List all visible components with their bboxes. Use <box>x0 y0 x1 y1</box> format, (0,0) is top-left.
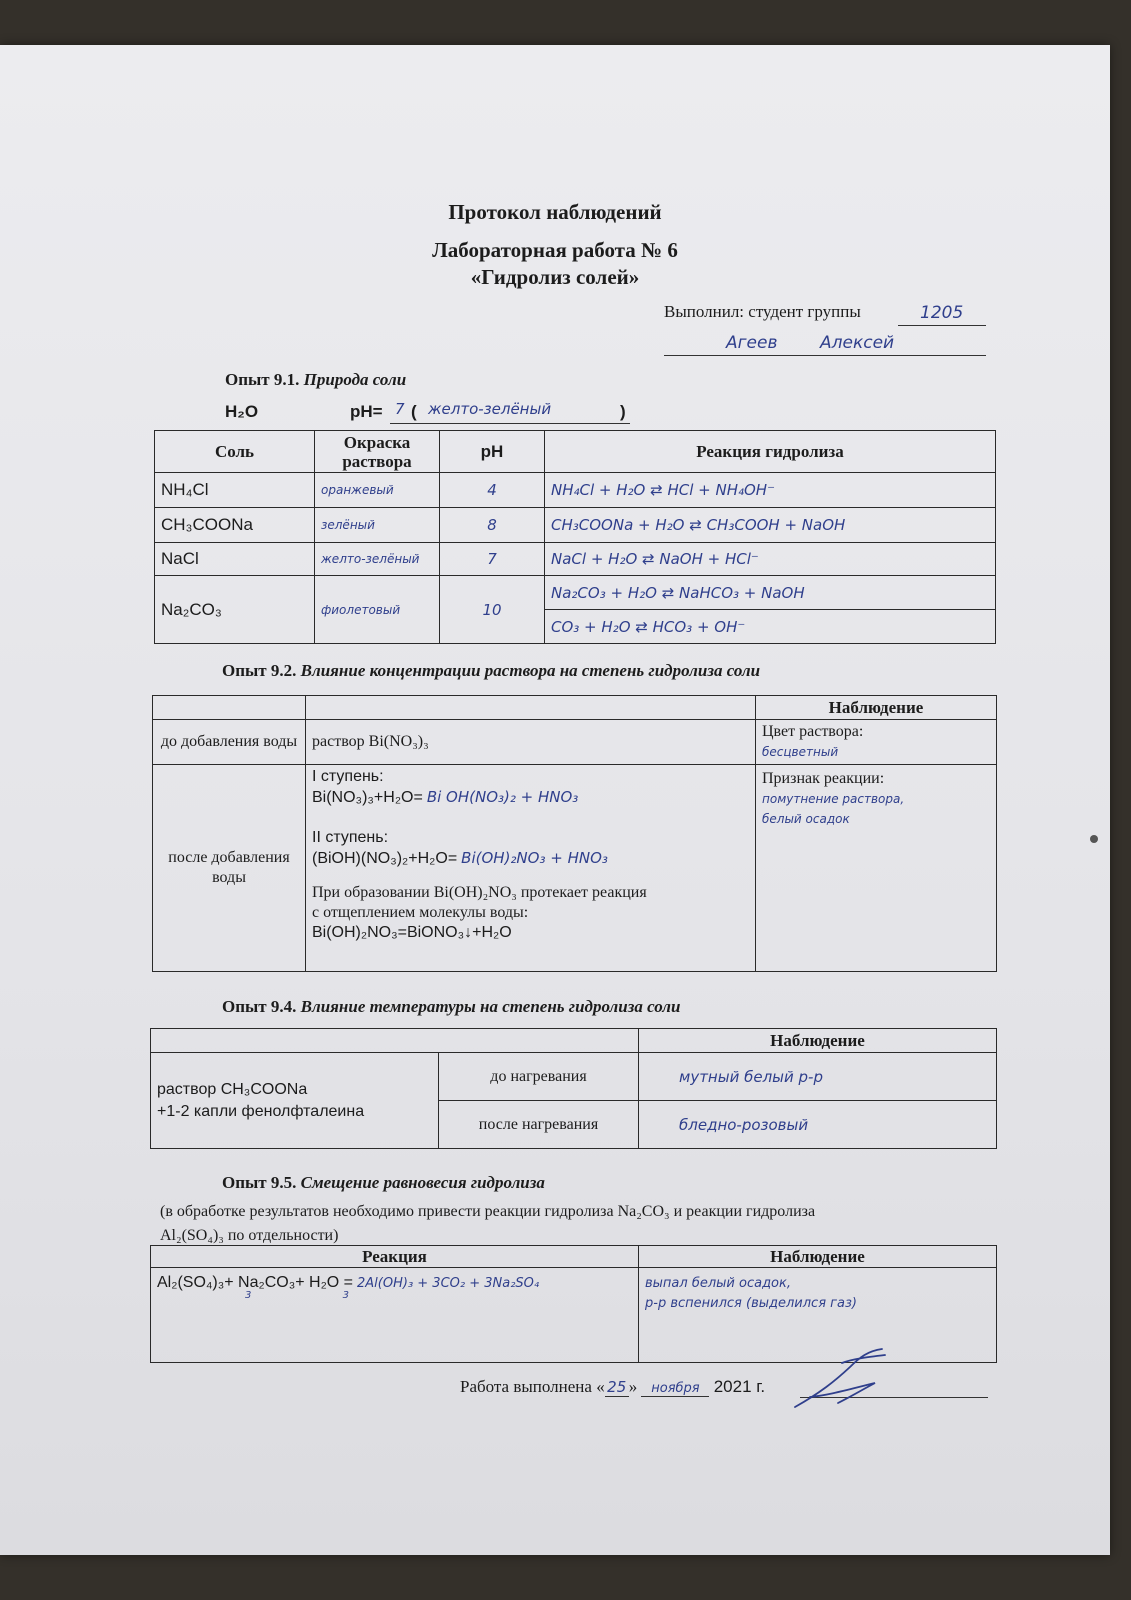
stage1-printed: Bi(NO₃)₃+H₂O= <box>312 789 423 806</box>
exp2-obs-header: Наблюдение <box>756 696 997 720</box>
student-surname: Агеев <box>726 333 778 353</box>
stage1-handwritten: Bi OH(NO₃)₂ + HNO₃ <box>426 788 579 806</box>
exp4-coef-2: 3 <box>342 1290 349 1301</box>
before-heating-label: до нагревания <box>439 1053 639 1101</box>
table-row <box>153 720 997 765</box>
color-cell: зелёный <box>315 508 440 543</box>
stage2-printed: (BiOH)(NO₃)₂+H₂O= <box>312 850 458 867</box>
performed-by-label: Выполнил: студент группы <box>664 302 861 321</box>
reaction-cell: CO₃ + H₂O ⇄ HCO₃ + OH⁻ <box>545 610 996 644</box>
hydrolysis-stages-cell <box>306 765 756 972</box>
color-cell: фиолетовый <box>315 576 440 644</box>
col-color: Окраска раствора <box>315 431 440 473</box>
table-row <box>155 508 996 543</box>
exp4-reaction-printed: Al₂(SO₄)₃+ Na₂CO₃+ H₂O = <box>157 1274 354 1291</box>
exp3-table <box>150 1028 997 1149</box>
exp3-title: Опыт 9.4. Влияние температуры на степень гидролиза соли <box>222 997 681 1016</box>
exp4-reaction-coefficients <box>245 1290 632 1301</box>
exp3-obs-header: Наблюдение <box>639 1029 997 1053</box>
before-heating-obs: мутный белый р-р <box>639 1053 997 1101</box>
sample-line-2: +1-2 капли фенолфталеина <box>157 1102 365 1120</box>
salt-cell: NaCl <box>155 543 315 576</box>
lab-title: Лабораторная работа № 6 <box>432 238 678 262</box>
group-number: 1205 <box>920 303 964 323</box>
exp1-header-row <box>155 431 996 473</box>
completion-year: 2021 г. <box>713 1377 766 1396</box>
table-row <box>155 473 996 508</box>
stage1-equation <box>312 787 749 808</box>
completion-day: 25 <box>605 1378 629 1397</box>
before-water-label: до добавления воды <box>153 720 306 765</box>
exp1-title: Опыт 9.1. Природа соли <box>225 370 407 389</box>
stage2-label: II ступень: <box>312 829 389 846</box>
ph-cell: 10 <box>440 576 545 644</box>
after-water-label: после добавления воды <box>153 765 306 972</box>
after-heating-obs: бледно-розовый <box>639 1101 997 1149</box>
table-row <box>151 1053 997 1101</box>
exp1-table <box>154 430 996 644</box>
exp4-title: Опыт 9.5. Смещение равновесия гидролиза <box>222 1173 545 1192</box>
reaction-cell: NaCl + H₂O ⇄ NaOH + HCl⁻ <box>545 543 996 576</box>
solution-color-label: Цвет раствора: <box>762 723 864 740</box>
water-ph-line <box>390 423 630 424</box>
exp4-obs-1: выпал белый осадок, <box>645 1276 791 1291</box>
water-color: желто-зелёный <box>428 400 552 418</box>
solution-color-cell <box>756 720 997 765</box>
completion-label: Работа выполнена « <box>460 1377 605 1396</box>
note-equation: Bi(OH)₂NO₃=BiONO₃↓+H₂O <box>312 924 512 941</box>
student-name: Алексей <box>820 333 895 353</box>
signature-icon <box>790 1345 900 1415</box>
reaction-sign-label: Признак реакции: <box>762 770 885 787</box>
exp4-coef-1: 3 <box>245 1290 252 1301</box>
water-ph-prefix: pH= <box>350 402 383 421</box>
ph-cell: 8 <box>440 508 545 543</box>
exp3-header-empty <box>151 1029 639 1053</box>
group-line <box>898 325 986 326</box>
note-line-2: с отщеплением молекулы воды: <box>312 904 529 921</box>
ph-cell: 4 <box>440 473 545 508</box>
exp2-title: Опыт 9.2. Влияние концентрации раствора на степень гидролиза соли <box>222 661 761 680</box>
salt-cell: NH₄Cl <box>155 473 315 508</box>
exp4-note-1: (в обработке результатов необходимо привести реакции гидролиза Na₂CO₃ и реакции гидролиза <box>160 1203 816 1220</box>
salt-cell: Na₂CO₃ <box>155 576 315 644</box>
bi-solution-cell: раствор Bi(NO₃)₃ <box>306 720 756 765</box>
name-line <box>664 355 986 356</box>
exp2-header-empty-1 <box>153 696 306 720</box>
completion-quote-close: » <box>628 1377 638 1396</box>
reaction-cell: Na₂CO₃ + H₂O ⇄ NaHCO₃ + NaOH <box>545 576 996 610</box>
exp2-table <box>152 695 997 972</box>
table-row <box>153 765 997 972</box>
document-sheet <box>0 45 1110 1555</box>
reaction-cell: CH₃COONa + H₂O ⇄ CH₃COOH + NaOH <box>545 508 996 543</box>
sample-line-1: раствор CH₃COONa <box>157 1080 308 1098</box>
exp4-reaction-cell <box>151 1268 639 1363</box>
exp4-reaction-header: Реакция <box>151 1246 639 1268</box>
exp3-header-row <box>151 1029 997 1053</box>
stage1-label: I ступень: <box>312 768 384 785</box>
exp4-obs-header: Наблюдение <box>639 1246 997 1268</box>
exp4-header-row <box>151 1246 997 1268</box>
sample-cell <box>151 1053 439 1149</box>
stage2-equation <box>312 848 749 869</box>
completion-line <box>460 1377 765 1397</box>
reaction-sign-cell <box>756 765 997 972</box>
reaction-cell: NH₄Cl + H₂O ⇄ HCl + NH₄OH⁻ <box>545 473 996 508</box>
solution-color-value: бесцветный <box>762 745 839 759</box>
color-cell: оранжевый <box>315 473 440 508</box>
stage2-handwritten: Bi(OH)₂NO₃ + HNO₃ <box>461 849 608 867</box>
exp4-note-2: Al₂(SO₄)₃ по отдельности) <box>160 1227 339 1244</box>
col-reaction: Реакция гидролиза <box>545 431 996 473</box>
col-ph: pH <box>440 431 545 473</box>
lab-subtitle: «Гидролиз солей» <box>470 265 640 289</box>
note-line-1: При образовании Bi(OH)₂NO₃ протекает реакция <box>312 884 647 901</box>
punch-mark <box>1090 835 1098 843</box>
water-label: H₂O <box>225 402 259 421</box>
ph-cell: 7 <box>440 543 545 576</box>
after-heating-label: после нагревания <box>439 1101 639 1149</box>
salt-cell: CH₃COONa <box>155 508 315 543</box>
table-row <box>155 543 996 576</box>
water-ph-value: 7 <box>395 400 405 418</box>
protocol-title: Протокол наблюдений <box>448 200 662 224</box>
table-row <box>155 576 996 610</box>
col-salt: Соль <box>155 431 315 473</box>
exp2-header-row <box>153 696 997 720</box>
exp4-reaction-handwritten: 2Al(OH)₃ + 3CO₂ + 3Na₂SO₄ <box>357 1276 540 1291</box>
water-paren-open: ( <box>411 402 417 421</box>
reaction-sign-value-2: белый осадок <box>762 812 850 826</box>
exp4-obs-2: р-р вспенился (выделился газ) <box>645 1296 857 1311</box>
color-cell: желто-зелёный <box>315 543 440 576</box>
completion-month: ноября <box>641 1381 709 1397</box>
water-paren-close: ) <box>620 402 626 421</box>
exp2-header-empty-2 <box>306 696 756 720</box>
reaction-sign-value-1: помутнение раствора, <box>762 792 905 806</box>
